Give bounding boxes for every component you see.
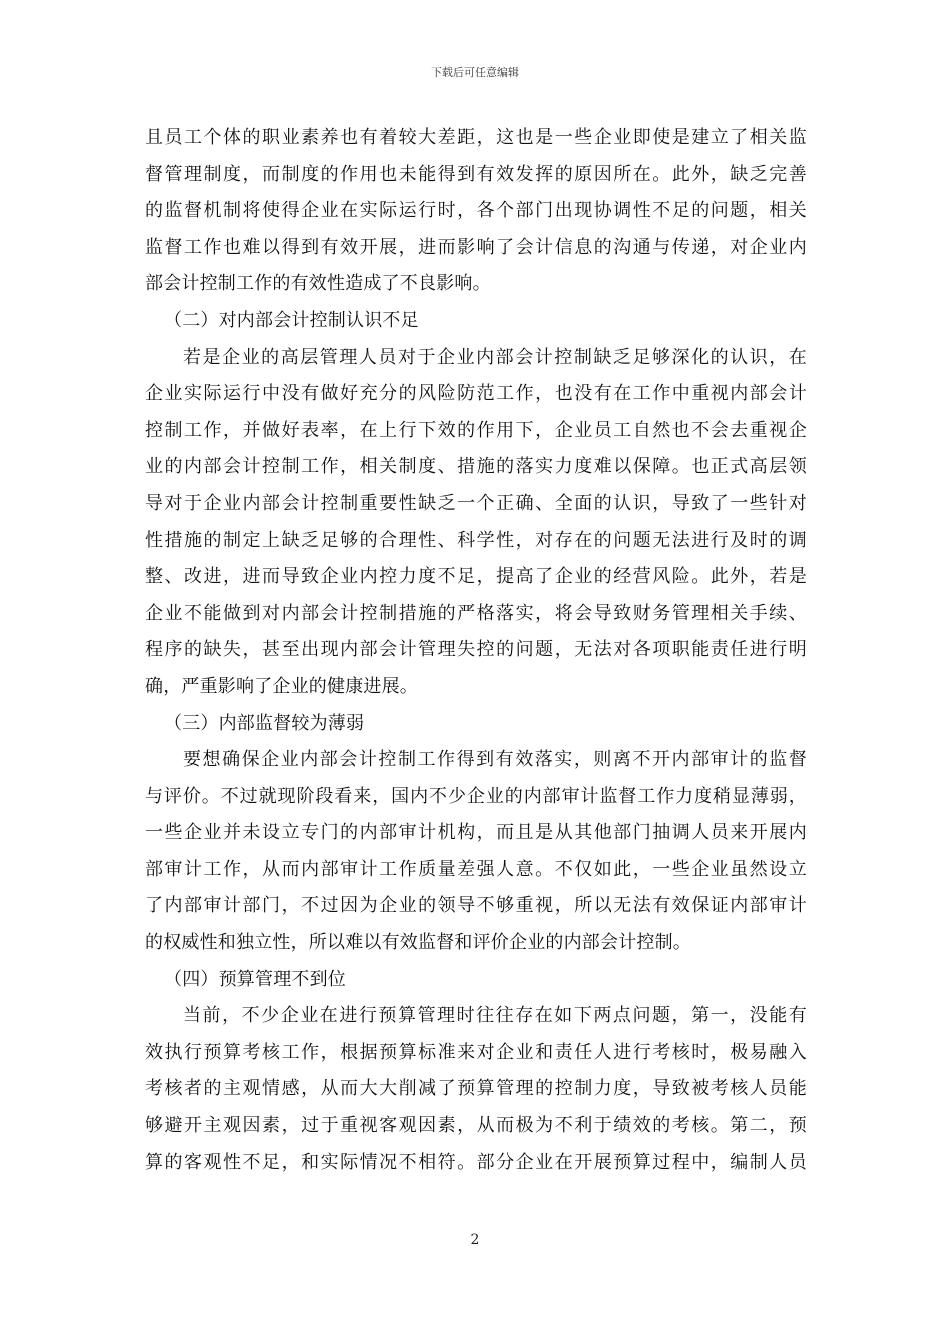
text-line: 考核者的主观情感，从而大大削减了预算管理的控制力度，导致被考核人员能 <box>145 1078 807 1100</box>
text-line: 若是企业的高层管理人员对于企业内部会计控制缺乏足够深化的认识，在 <box>183 346 807 368</box>
text-line: 企业不能做到对内部会计控制措施的严格落实，将会导致财务管理相关手续、 <box>145 602 807 624</box>
text-line: 确，严重影响了企业的健康进展。 <box>145 675 418 697</box>
text-line: 的监督机制将使得企业在实际运行时，各个部门出现协调性不足的问题，相关 <box>145 200 807 222</box>
text-line: 督管理制度，而制度的作用也未能得到有效发挥的原因所在。此外，缺乏完善 <box>145 163 807 185</box>
text-line: 的权威性和独立性，所以难以有效监督和评价企业的内部会计控制。 <box>145 932 691 954</box>
page-number: 2 <box>470 1232 480 1248</box>
text-line: 导对于企业内部会计控制重要性缺乏一个正确、全面的认识，导致了一些针对 <box>145 492 807 514</box>
text-line: 整、改进，进而导致企业内控力度不足，提高了企业的经营风险。此外，若是 <box>145 566 807 588</box>
text-line: 了内部审计部门，不过因为企业的领导不够重视，所以无法有效保证内部审计 <box>145 895 807 917</box>
section-heading: （二）对内部会计控制认识不足 <box>164 309 419 331</box>
text-line: 业的内部会计控制工作，相关制度、措施的落实力度难以保障。也正式高层领 <box>145 456 807 478</box>
text-line: 与评价。不过就现阶段看来，国内不少企业的内部审计监督工作力度稍显薄弱， <box>145 785 807 807</box>
text-line: 够避开主观因素，过于重视客观因素，从而极为不利于绩效的考核。第二，预 <box>145 1115 807 1137</box>
text-line: 一些企业并未设立专门的内部审计机构，而且是从其他部门抽调人员来开展内 <box>145 822 807 844</box>
text-line: 部审计工作，从而内部审计工作质量差强人意。不仅如此，一些企业虽然设立 <box>145 858 807 880</box>
section-heading: （三）内部监督较为薄弱 <box>164 712 365 734</box>
text-line: 程序的缺失，甚至出现内部会计管理失控的问题，无法对各项职能责任进行明 <box>145 639 807 661</box>
text-line: 效执行预算考核工作，根据预算标准来对企业和责任人进行考核时，极易融入 <box>145 1041 807 1063</box>
text-line: 且员工个体的职业素养也有着较大差距，这也是一些企业即使是建立了相关监 <box>145 127 807 148</box>
text-line: 当前，不少企业在进行预算管理时往往存在如下两点问题，第一，没能有 <box>183 1005 807 1027</box>
text-line: 算的客观性不足，和实际情况不相符。部分企业在开展预算过程中，编制人员 <box>145 1151 807 1173</box>
page-header: 下载后可任意编辑 <box>431 66 519 79</box>
section-heading: （四）预算管理不到位 <box>164 968 346 990</box>
text-line: 企业实际运行中没有做好充分的风险防范工作，也没有在工作中重视内部会计 <box>145 383 807 405</box>
text-line: 控制工作，并做好表率，在上行下效的作用下，企业员工自然也不会去重视企 <box>145 419 807 441</box>
text-line: 监督工作也难以得到有效开展，进而影响了会计信息的沟通与传递，对企业内 <box>145 236 807 258</box>
text-line: 性措施的制定上缺乏足够的合理性、科学性，对存在的问题无法进行及时的调 <box>145 529 807 551</box>
document-body <box>145 120 807 1181</box>
text-line: 要想确保企业内部会计控制工作得到有效落实，则离不开内部审计的监督 <box>183 749 807 771</box>
text-line: 部会计控制工作的有效性造成了不良影响。 <box>145 273 491 295</box>
